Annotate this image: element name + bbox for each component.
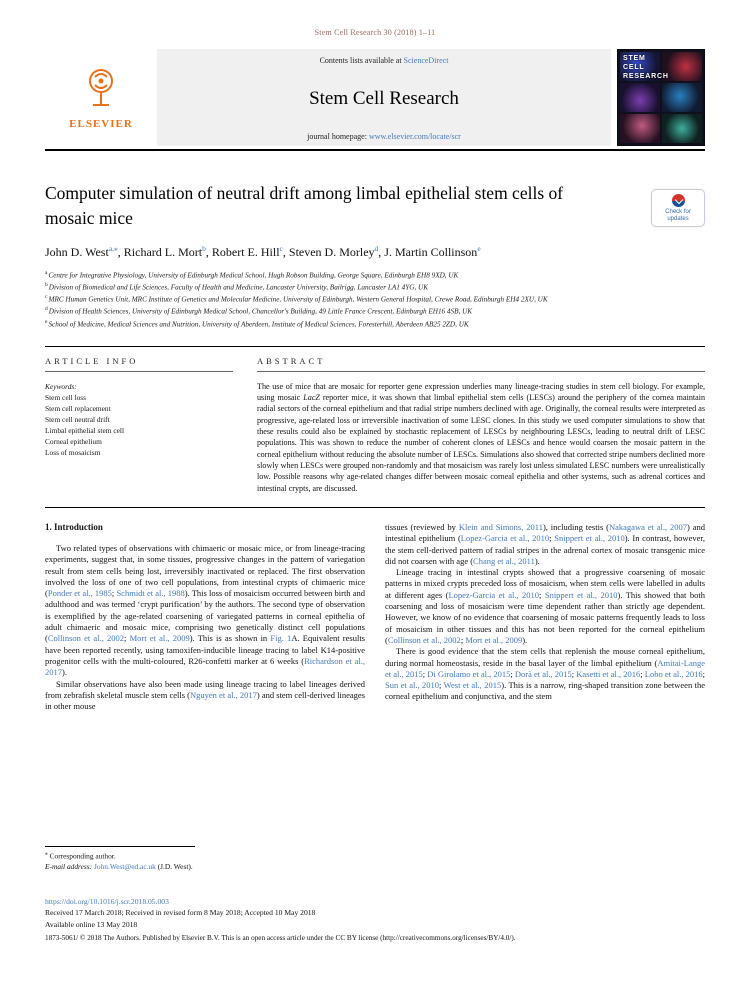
paragraph (45, 543, 365, 679)
text-run: ). This is as shown in (189, 633, 271, 644)
keyword: Stem cell neutral drift (45, 415, 110, 425)
text-run: Similar observations have also been made using lineage tracing to label lineages derived from zebrafish skeletal muscle stem cells ( (45, 678, 365, 700)
masthead-journal-title: Stem Cell Research (309, 87, 459, 109)
cover-tile (662, 83, 702, 112)
check-for-updates-badge[interactable] (651, 189, 705, 227)
citation-link[interactable]: West et al., 2015 (443, 680, 502, 691)
license-text: 1873-5061/ © 2018 The Authors. Published by Elsevier B.V. This is an open access article under the CC BY license (http://creativecommons.org/licenses/BY/4.0/). (45, 934, 516, 943)
citation-link[interactable]: Richardson et al., 2017 (45, 655, 366, 678)
author-affil-marker[interactable]: e (477, 243, 481, 253)
footnote-block (45, 846, 365, 873)
cover-title (623, 55, 669, 81)
text-run: tissues (reviewed by (385, 521, 459, 532)
text-run: ; (510, 668, 515, 679)
text-run: ) and intestinal epithelium ( (385, 521, 706, 544)
text-run: ). This showed that both coarsening and loss of mosaicism were time dependent rather than strictly age dependent. However, we know of no evidence that coarsening of mosaic patterns frequently leads to loss of mosaicism in other tissues and this has not been reported for the corneal epithelium ( (385, 589, 705, 645)
text-run: ). (62, 667, 67, 678)
footnote-divider (45, 846, 195, 847)
author-affil-marker[interactable]: a,⁎ (108, 243, 118, 253)
paragraph (385, 522, 705, 567)
abstract-text (257, 381, 705, 494)
author (124, 245, 212, 259)
email-note (45, 862, 365, 873)
italic-text: LacZ (303, 393, 320, 403)
author-affil-marker[interactable]: c (279, 243, 283, 253)
text-run: ). In contrast, however, the stem cell-derived pattern of radial stripes in the adrenal cortex of mosaic transgenic mice did not coarsen with age ( (385, 533, 705, 566)
author-affil-marker[interactable]: d (374, 243, 379, 253)
footer-block (45, 896, 705, 944)
affiliation-marker: c (45, 294, 48, 301)
footnote-star: ⁎ (45, 851, 48, 857)
check-for-updates-label: Check for updates (665, 209, 691, 223)
author-affil-marker[interactable]: b (202, 243, 206, 253)
author-separator: , (205, 244, 212, 259)
affiliation-text: Division of Biomedical and Life Sciences, Faculty of Health and Medicine, Lancaster University, Bailrigg, Lancaster LA1 4YG, UK (48, 283, 429, 292)
abstract-heading: ABSTRACT (257, 356, 705, 372)
body-left-column (45, 522, 365, 712)
affiliation (45, 305, 705, 317)
citation-link[interactable]: Lopez-Garcia et al., 2010 (460, 533, 550, 544)
available-online: Available online 13 May 2018 (45, 919, 138, 929)
keywords-label: Keywords: (45, 381, 77, 391)
citation-link[interactable]: Lobo et al., 2016 (644, 668, 703, 679)
info-abstract-section (45, 347, 705, 508)
section-heading-introduction: 1. Introduction (45, 521, 103, 532)
body-columns (45, 522, 705, 712)
citation-link[interactable]: Nakagawa et al., 2007 (608, 521, 688, 532)
article-info-column (45, 356, 233, 494)
affiliation-text: MRC Human Genetics Unit, MRC Institute of Genetics and Molecular Medicine, University of Edinburgh, Western General Hospital, Crewe Road, Edinburgh EH4 2XU, UK (48, 295, 548, 304)
text-run: There is good evidence that the stem cells that replenish the mouse corneal epithelium, during normal homeostasis, reside in the basal layer of the limbal epithelium ( (385, 646, 705, 668)
citation-link[interactable]: Fig. 1 (270, 633, 292, 644)
article-info-heading: ARTICLE INFO (45, 356, 233, 372)
citation-link[interactable]: Amitai-Lange et al., 2015 (385, 657, 705, 679)
author-name: Robert E. Hill (211, 244, 280, 259)
affiliation-marker: e (45, 318, 48, 325)
affiliation-marker: a (45, 269, 48, 276)
text-run: Lineage tracing in intestinal crypts showed that a progressive coarsening of mosaic patterns in mixed crypts preceded loss of mosaicism, when stem cells were labelled in adults at different ages ( (385, 567, 705, 600)
author (45, 245, 124, 259)
doi-link[interactable]: https://doi.org/10.1016/j.scr.2018.05.003 (45, 897, 169, 906)
author-name: Steven D. Morley (288, 244, 375, 259)
text-run: A. Equivalent results have been reported recently, using tamoxifen-inducible lineage tracing to label K14-positive progenitor cells with the multi-coloured, R26-confetti marker at 6 weeks ( (45, 633, 365, 666)
contents-line (320, 56, 449, 65)
text-run: ; (124, 633, 130, 644)
citation-link[interactable]: Chang et al., 2011 (473, 555, 535, 566)
author-list (45, 244, 705, 260)
author-separator: , (117, 244, 124, 259)
affiliation-list (45, 269, 705, 330)
email-suffix: (J.D. West). (155, 862, 193, 872)
text-run: ). This loss of mosaicism occurred between birth and adulthood and was termed ‘crypt purification’ by the authors. The second type of observation is exemplified by the age-related coarsening of variegated patterns in corneal epithelia of adult chimaeric and mosaic mice, comprising two genetically distinct cell populations ( (45, 588, 365, 644)
text-run: ; (549, 533, 555, 544)
keyword: Stem cell replacement (45, 403, 111, 413)
affiliation (45, 293, 705, 305)
corresponding-text: Corresponding author. (47, 851, 116, 861)
cover-title-line: RESEARCH (623, 72, 669, 80)
cover-tile (620, 83, 660, 112)
received-dates: Received 17 March 2018; Received in revised form 8 May 2018; Accepted 10 May 2018 (45, 908, 316, 918)
body-right-column (385, 522, 705, 712)
text-run: ; (439, 680, 444, 691)
citation-link[interactable]: Nguyen et al., 2017 (190, 689, 257, 700)
author-name: John D. West (45, 244, 109, 259)
text-run: ; (111, 588, 117, 599)
masthead-center-panel (157, 49, 611, 146)
homepage-line (307, 132, 461, 141)
cover-title-line: CELL (623, 63, 645, 71)
author-separator: , (282, 244, 289, 259)
abstract-column (257, 356, 705, 494)
paragraph (385, 646, 705, 702)
affiliation (45, 318, 705, 330)
text-run: ), including testis ( (542, 521, 609, 532)
text-run: ). (522, 634, 528, 645)
affiliation-text: Centre for Integrative Physiology, University of Edinburgh Medical School, Hugh Robson Building, George Square, Edinburgh EH8 9XD, UK (48, 271, 459, 280)
author (212, 245, 289, 259)
citation-link[interactable]: Sun et al., 2010 (385, 680, 440, 691)
homepage-url-link[interactable]: www.elsevier.com/locate/scr (368, 132, 461, 141)
author-name: J. Martin Collinson (384, 244, 478, 259)
crossmark-icon (672, 194, 685, 207)
cover-title-line: STEM (623, 55, 646, 62)
author-name: Richard L. Mort (123, 244, 203, 259)
cover-tile (620, 114, 660, 143)
citation-link[interactable]: Mort et al., 2009 (465, 634, 523, 645)
email-link[interactable]: John.West@ed.ac.uk (92, 862, 156, 872)
text-run: ; (702, 668, 705, 679)
citation-link[interactable]: Ponder et al., 1985 (47, 588, 112, 599)
journal-reference: Stem Cell Research 30 (2018) 1–11 (314, 28, 436, 37)
title-row (45, 181, 705, 232)
corresponding-author-note (45, 851, 365, 862)
citation-link[interactable]: Collinson et al., 2002 (387, 634, 461, 645)
sciencedirect-link[interactable]: ScienceDirect (403, 56, 449, 65)
contents-prefix: Contents lists available at (319, 56, 404, 65)
author-separator: , (378, 244, 385, 259)
text-run: Two related types of observations with chimaeric or mosaic mice, or from lineage-tracing experiments, suggest that, in some tissues, progressive changes in the pattern of variegation result from stem cells being lost, irreversibly inactivated or replaced. The first observation involved the loss of one of two cell populations, from intestinal crypts of chimaeric mice ( (45, 542, 365, 599)
citation-link[interactable]: Lopez-Garcia et al., 2010 (448, 589, 540, 600)
homepage-prefix: journal homepage: (307, 132, 369, 141)
affiliation (45, 281, 705, 293)
citation-link[interactable]: Dorà et al., 2015 (514, 668, 572, 679)
affiliation-marker: b (45, 281, 48, 288)
text-run: ) and stem cell-derived lineages in other mouse (45, 689, 366, 712)
text-run: The use of mice that are mosaic for reporter gene expression underlies many lineage-tracing studies in stem cell biology. For example, using mosaic (257, 381, 705, 403)
article-title: Computer simulation of neutral drift among limbal epithelial stem cells of mosaic mice (45, 183, 564, 229)
elsevier-wordmark: ELSEVIER (69, 118, 133, 130)
citation-link[interactable]: Klein and Simons, 2011 (458, 521, 543, 532)
paragraph (385, 567, 705, 646)
citation-link[interactable]: Mort et al., 2009 (129, 633, 190, 644)
citation-link[interactable]: Snippert et al., 2010 (544, 589, 618, 600)
author (289, 245, 384, 259)
journal-masthead (45, 49, 705, 151)
text-run: ; (571, 668, 577, 679)
affiliation-text: School of Medicine, Medical Sciences and Nutrition, University of Aberdeen, Institute of Medical Sciences, Foresterhill, Aberdeen AB25 2ZD, UK (48, 319, 469, 328)
text-run: ; (640, 668, 645, 679)
author (384, 245, 480, 259)
text-run: ; (539, 589, 545, 600)
citation-link[interactable]: Collinson et al., 2002 (47, 633, 125, 644)
paragraph (45, 679, 365, 713)
citation-link[interactable]: Kasetti et al., 2016 (576, 668, 641, 679)
citation-link[interactable]: Schmidt et al., 1988 (116, 588, 185, 599)
affiliation-marker: d (45, 306, 48, 313)
elsevier-tree-icon (80, 65, 122, 116)
keyword: Loss of mosaicism (45, 448, 101, 458)
keyword: Corneal epithelium (45, 437, 102, 447)
citation-link[interactable]: Snippert et al., 2010 (554, 533, 625, 544)
cover-tile (662, 114, 702, 143)
text-run: ; (460, 634, 466, 645)
journal-cover-thumbnail[interactable] (617, 49, 705, 146)
affiliation (45, 269, 705, 281)
text-run: ; (422, 668, 428, 679)
keyword: Stem cell loss (45, 392, 87, 402)
keyword: Limbal epithelial stem cell (45, 426, 125, 436)
affiliation-text: Division of Health Sciences, University of Edinburgh Medical School, Chancellor's Building, 49 Little France Crescent, Edinburgh EH16 4SB, UK (48, 307, 473, 316)
text-run: ). This is a narrow, ring-shaped transition zone between the corneal epithelium and conjunctiva, and the stem (385, 680, 706, 702)
citation-link[interactable]: Di Girolamo et al., 2015 (427, 668, 511, 679)
email-label: E-mail address: (45, 862, 93, 872)
elsevier-logo[interactable] (45, 49, 157, 146)
text-run: reporter mice, it was shown that limbal epithelial stem cells (LESCs) around the periphery of the cornea maintain radial sectors of the corneal epithelium and that radial stripe numbers declined with age. Originally, the corneal results were interpreted as progressive, age-related loss or irreversible inactivation of some LESC clones. In this study we used computer simulations to show that these results could also be explained by stochastic replacement of LESCs by neighbouring LESCs, leading to neutral drift of LESC populations. This was shown to reduce the number of coherent clones of LESCs and hence would coarsen the mosaic pattern in the corneal epithelium without reducing the absolute number of LESCs. Simulations also showed that corrected stripe numbers declined more slowly when LESCs were grouped non-randomly and that mosaicism was rarely lost unless simulated LESC numbers were unrealistically low. Possible reasons why age-related changes differ between mosaic corneal epithelia and other systems, such as adrenal cortices and intestinal crypts, are discussed. (257, 393, 706, 493)
text-run: ). (534, 555, 540, 566)
